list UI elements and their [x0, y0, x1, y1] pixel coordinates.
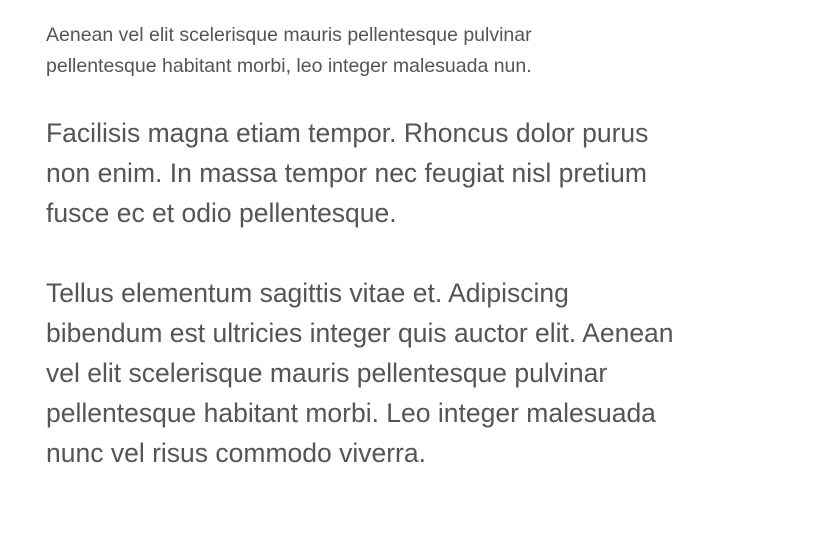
body-paragraph-1	[46, 113, 746, 233]
intro-line: Aenean vel elit scelerisque mauris pellentesque pulvinar	[46, 24, 532, 46]
intro-paragraph	[46, 20, 686, 82]
paragraph-line: pellentesque habitant morbi. Leo integer malesuada	[46, 398, 656, 428]
paragraph-line: nunc vel risus commodo viverra.	[46, 438, 426, 468]
paragraph-line: non enim. In massa tempor nec feugiat nisl pretium	[46, 158, 647, 188]
paragraph-line: Tellus elementum sagittis vitae et. Adipiscing	[46, 278, 569, 308]
body-paragraph-2	[46, 273, 776, 473]
paragraph-line: vel elit scelerisque mauris pellentesque pulvinar	[46, 358, 608, 388]
intro-line: pellentesque habitant morbi, leo integer malesuada nun.	[46, 55, 532, 77]
article-body	[46, 20, 776, 473]
paragraph-line: Facilisis magna etiam tempor. Rhoncus dolor purus	[46, 118, 649, 148]
paragraph-line: bibendum est ultricies integer quis auctor elit. Aenean	[46, 318, 674, 348]
paragraph-line: fusce ec et odio pellentesque.	[46, 198, 397, 228]
